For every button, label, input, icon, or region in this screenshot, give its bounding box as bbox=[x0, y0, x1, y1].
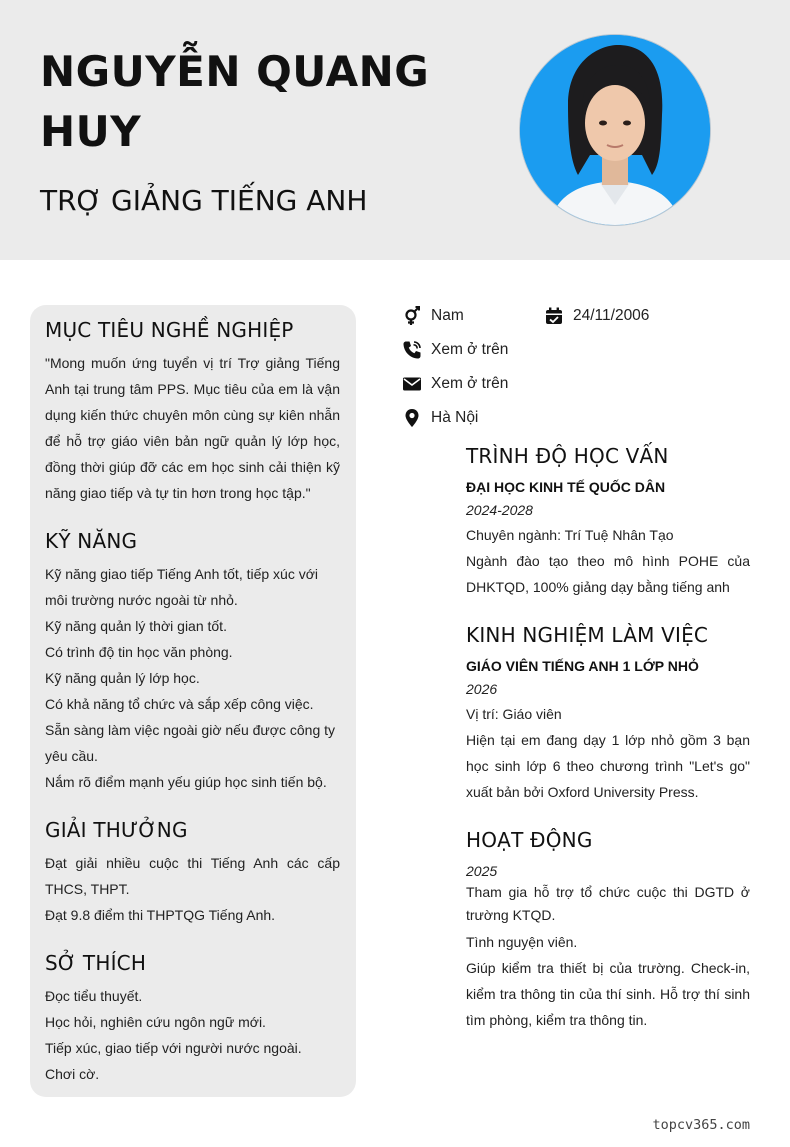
hobbies-title: SỞ THÍCH bbox=[45, 951, 147, 975]
activities-item-3: Giúp kiểm tra thiết bị của trường. Check-in, kiểm tra thông tin của thí sinh. Hỗ trợ thí sinh tìm phòng, kiểm tra thông tin. bbox=[466, 960, 750, 1028]
education-title: TRÌNH ĐỘ HỌC VẤN bbox=[466, 444, 669, 468]
list-item: Kỹ năng quản lý lớp học. bbox=[45, 670, 200, 686]
header-banner bbox=[0, 0, 790, 260]
experience-position: Vị trí: Giáo viên bbox=[466, 706, 562, 722]
hobbies-list bbox=[45, 983, 340, 1087]
candidate-name: NGUYỄN QUANG HUY bbox=[40, 47, 430, 156]
list-item: Nắm rõ điểm mạnh yếu giúp học sinh tiến bộ. bbox=[45, 774, 327, 790]
contact-birthday bbox=[544, 304, 649, 328]
location-pin-icon bbox=[402, 408, 422, 428]
education-school: ĐẠI HỌC KINH TẾ QUỐC DÂN bbox=[466, 479, 666, 495]
list-item: Chơi cờ. bbox=[45, 1066, 100, 1082]
avatar bbox=[520, 35, 710, 225]
activities-item-2: Tình nguyện viên. bbox=[466, 934, 578, 950]
list-item: Đạt giải nhiều cuộc thi Tiếng Anh các cấp THCS, THPT. bbox=[45, 855, 340, 897]
experience-desc: Hiện tại em đang dạy 1 lớp nhỏ gồm 3 bạn học sinh lớp 6 theo chương trình "Let's go" xuất bản bởi Oxford University Press. bbox=[466, 732, 750, 800]
job-title: TRỢ GIẢNG TIẾNG ANH bbox=[40, 184, 368, 217]
mail-icon bbox=[402, 374, 422, 394]
experience-year: 2026 bbox=[466, 681, 498, 697]
activities-title: HOẠT ĐỘNG bbox=[466, 828, 593, 852]
experience-role: GIÁO VIÊN TIẾNG ANH 1 LỚP NHỎ bbox=[466, 658, 699, 674]
contact-address bbox=[402, 406, 478, 430]
experience-title: KINH NGHIỆM LÀM VIỆC bbox=[466, 623, 709, 647]
list-item: Kỹ năng giao tiếp Tiếng Anh tốt, tiếp xúc với môi trường nước ngoài từ nhỏ. bbox=[45, 566, 319, 608]
activities-item-1: Tham gia hỗ trợ tổ chức cuộc thi DGTD ở trường KTQD. bbox=[466, 884, 750, 923]
phone-icon bbox=[402, 340, 422, 360]
list-item: Đạt 9.8 điểm thi THPTQG Tiếng Anh. bbox=[45, 907, 276, 923]
list-item: Kỹ năng quản lý thời gian tốt. bbox=[45, 618, 227, 634]
list-item: Có khả năng tổ chức và sắp xếp công việc. bbox=[45, 696, 314, 712]
email-value: Xem ở trên bbox=[431, 375, 509, 392]
birthday-value: 24/11/2006 bbox=[573, 307, 650, 324]
skills-title: KỸ NĂNG bbox=[45, 529, 138, 553]
phone-value: Xem ở trên bbox=[431, 341, 509, 358]
education-period: 2024-2028 bbox=[466, 502, 533, 518]
awards-list bbox=[45, 850, 340, 928]
objective-title: MỤC TIÊU NGHỀ NGHIỆP bbox=[45, 318, 294, 342]
gender-value: Nam bbox=[431, 307, 464, 324]
list-item: Học hỏi, nghiên cứu ngôn ngữ mới. bbox=[45, 1014, 266, 1030]
list-item: Sẵn sàng làm việc ngoài giờ nếu được công ty yêu cầu. bbox=[45, 722, 336, 764]
list-item: Tiếp xúc, giao tiếp với người nước ngoài. bbox=[45, 1040, 302, 1056]
list-item: Đọc tiểu thuyết. bbox=[45, 988, 143, 1004]
awards-title: GIẢI THƯỞNG bbox=[45, 818, 188, 842]
contact-phone bbox=[402, 338, 508, 362]
education-desc: Ngành đào tạo theo mô hình POHE của DHKTQD, 100% giảng dạy bằng tiếng anh bbox=[466, 553, 750, 595]
watermark: topcv365.com bbox=[652, 1117, 750, 1133]
gender-icon bbox=[402, 306, 422, 326]
skills-list bbox=[45, 561, 340, 795]
calendar-icon bbox=[544, 306, 564, 326]
objective-text: "Mong muốn ứng tuyển vị trí Trợ giảng Tiếng Anh tại trung tâm PPS. Mục tiêu của em là vận dụng kiến thức chuyên môn cùng sự kiên nhẫn để hỗ trợ giáo viên bản ngữ quản lý lớp học, đồng thời giúp đỡ các em học sinh cải thiện kỹ năng giao tiếp và tự tin hơn trong học tập." bbox=[45, 355, 340, 501]
contact-gender bbox=[402, 304, 464, 328]
contact-email bbox=[402, 372, 508, 396]
address-value: Hà Nội bbox=[431, 409, 479, 426]
list-item: Có trình độ tin học văn phòng. bbox=[45, 644, 233, 660]
activities-year: 2025 bbox=[466, 863, 498, 879]
education-major: Chuyên ngành: Trí Tuệ Nhân Tạo bbox=[466, 527, 674, 543]
portrait-photo bbox=[520, 35, 710, 225]
